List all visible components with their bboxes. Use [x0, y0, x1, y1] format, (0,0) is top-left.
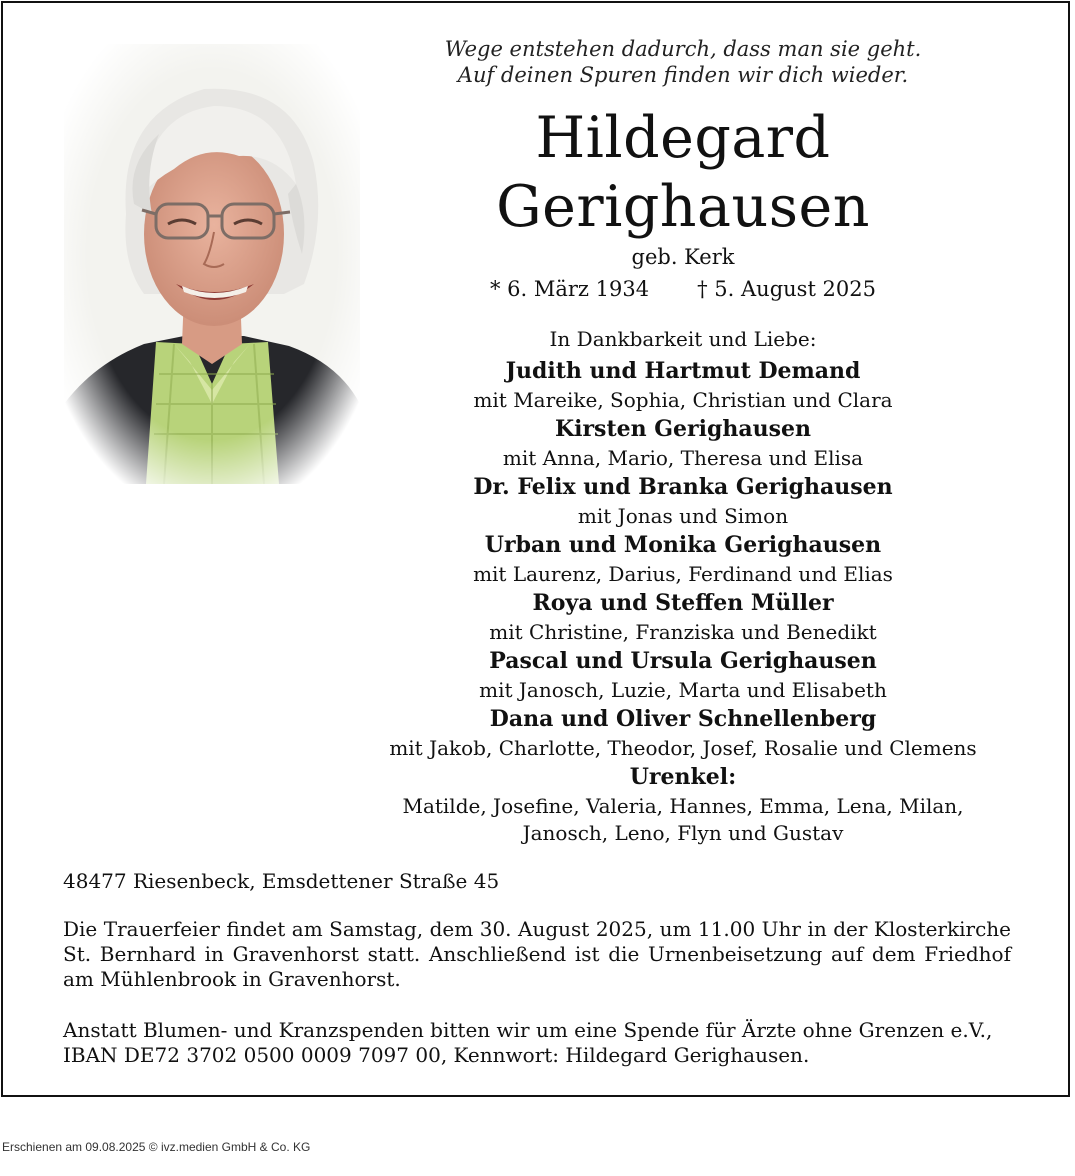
family-entry — [363, 530, 1003, 588]
family-members: mit Laurenz, Darius, Ferdinand und Elias — [473, 562, 893, 586]
family-members: mit Anna, Mario, Theresa und Elisa — [502, 446, 864, 470]
donation-line-2: IBAN DE72 3702 0500 0009 7097 00, Kennwort: Hildegard Gerighausen. — [63, 1043, 810, 1067]
family-head: Kirsten Gerighausen — [554, 416, 811, 442]
quote — [363, 36, 1003, 88]
family-entry-great-grandchildren — [363, 762, 1003, 846]
publication-credit: Erschienen am 09.08.2025 © ivz.medien GmbH & Co. KG — [2, 1140, 311, 1154]
life-dates — [363, 276, 1003, 302]
first-name: Hildegard — [535, 105, 831, 171]
family-head: Roya und Steffen Müller — [532, 590, 834, 616]
family-list — [363, 356, 1003, 846]
thanks-line: In Dankbarkeit und Liebe: — [549, 327, 817, 351]
family-members: Janosch, Leno, Flyn und Gustav — [522, 821, 844, 845]
family-head: Dr. Felix und Branka Gerighausen — [473, 474, 893, 500]
last-name: Gerighausen — [496, 174, 870, 240]
deceased-name — [363, 104, 1003, 242]
family-entry — [363, 356, 1003, 414]
family-members: Matilde, Josefine, Valeria, Hannes, Emma, Lena, Milan, — [402, 794, 964, 818]
ceremony-text: Die Trauerfeier findet am Samstag, dem 30. August 2025, um 11.00 Uhr in der Klosterkirche St. Bernhard in Gravenhorst statt. Anschließend ist die Urnenbeisetzung auf dem Friedhof am Mühlenbrook in Gravenhorst. — [63, 917, 1011, 991]
family-members: mit Mareike, Sophia, Christian und Clara — [473, 388, 893, 412]
family-head: Judith und Hartmut Demand — [505, 358, 861, 384]
family-members: mit Jonas und Simon — [577, 504, 789, 528]
family-head: Dana und Oliver Schnellenberg — [489, 706, 877, 732]
family-members: mit Janosch, Luzie, Marta und Elisabeth — [479, 678, 887, 702]
donation-text — [63, 1018, 1011, 1068]
quote-line-1: Wege entstehen dadurch, dass man sie geht. — [444, 37, 922, 61]
family-head: Pascal und Ursula Gerighausen — [489, 648, 877, 674]
family-head: Urban und Monika Gerighausen — [484, 532, 882, 558]
born-name: geb. Kerk — [631, 245, 735, 269]
family-entry — [363, 414, 1003, 472]
portrait-illustration — [64, 44, 360, 484]
quote-line-2: Auf deinen Spuren finden wir dich wieder. — [457, 63, 909, 87]
family-members: mit Christine, Franziska und Benedikt — [489, 620, 877, 644]
family-entry — [363, 588, 1003, 646]
birth-date: * 6. März 1934 — [489, 277, 650, 301]
family-head: Urenkel: — [629, 764, 737, 790]
address: 48477 Riesenbeck, Emsdettener Straße 45 — [63, 869, 500, 893]
family-members: mit Jakob, Charlotte, Theodor, Josef, Rosalie und Clemens — [389, 736, 977, 760]
donation-line-1: Anstatt Blumen- und Kranzspenden bitten wir um eine Spende für Ärzte ohne Grenzen e.V., — [63, 1018, 993, 1042]
death-date: † 5. August 2025 — [697, 277, 877, 301]
family-entry — [363, 646, 1003, 704]
family-entry — [363, 704, 1003, 762]
family-entry — [363, 472, 1003, 530]
portrait-photo — [64, 44, 360, 484]
